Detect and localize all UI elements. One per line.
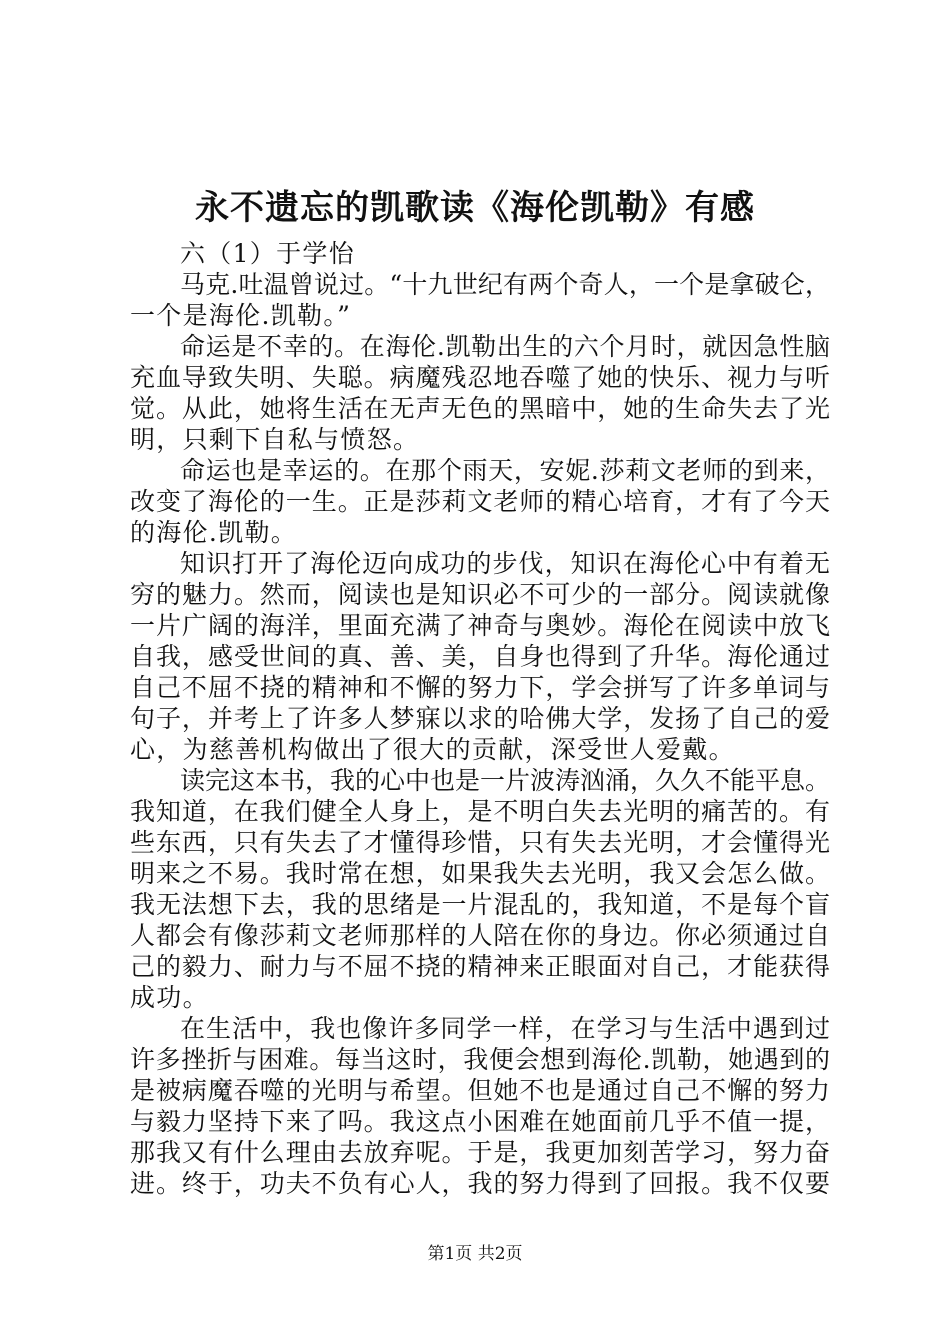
text-line: 是被病魔吞噬的光明与希望。但她不也是通过自己不懈的努力 <box>130 1076 830 1105</box>
text-line: 的海伦.凯勒。 <box>130 518 298 547</box>
text-line: 马克.吐温曾说过。“十九世纪有两个奇人，一个是拿破仑， <box>180 270 830 299</box>
text-line: 命运也是幸运的。在那个雨天，安妮.莎莉文老师的到来， <box>180 456 830 485</box>
text-line: 我知道，在我们健全人身上，是不明白失去光明的痛苦的。有 <box>130 797 830 826</box>
text-line: 自己不屈不挠的精神和不懈的努力下，学会拼写了许多单词与 <box>130 673 830 702</box>
text-line: 人都会有像莎莉文老师那样的人陪在你的身边。你必须通过自 <box>130 921 830 950</box>
text-line: 穷的魅力。然而，阅读也是知识必不可少的一部分。阅读就像 <box>130 580 830 609</box>
author-line: 六（1）于学怡 <box>180 239 356 268</box>
text-line: 命运是不幸的。在海伦.凯勒出生的六个月时，就因急性脑 <box>180 332 830 361</box>
text-line: 进。终于，功夫不负有心人，我的努力得到了回报。我不仅要 <box>130 1169 830 1198</box>
text-line: 一片广阔的海洋，里面充满了神奇与奥妙。海伦在阅读中放飞 <box>130 611 830 640</box>
text-line: 些东西，只有失去了才懂得珍惜，只有失去光明，才会懂得光 <box>130 828 830 857</box>
text-line: 己的毅力、耐力与不屈不挠的精神来正眼面对自己，才能获得 <box>130 952 830 981</box>
document-title: 永不遗忘的凯歌读《海伦凯勒》有感 <box>195 188 755 228</box>
text-line: 我无法想下去，我的思绪是一片混乱的，我知道，不是每个盲 <box>130 890 830 919</box>
text-line: 在生活中，我也像许多同学一样，在学习与生活中遇到过 <box>180 1014 830 1043</box>
text-line: 充血导致失明、失聪。病魔残忍地吞噬了她的快乐、视力与听 <box>130 363 830 392</box>
text-line: 那我又有什么理由去放弃呢。于是，我更加刻苦学习，努力奋 <box>130 1138 830 1167</box>
page-footer: 第1页 共2页 <box>427 1244 523 1264</box>
text-line: 知识打开了海伦迈向成功的步伐，知识在海伦心中有着无 <box>180 549 830 578</box>
text-line: 明，只剩下自私与愤怒。 <box>130 425 420 454</box>
text-line: 与毅力坚持下来了吗。我这点小困难在她面前几乎不值一提， <box>130 1107 830 1136</box>
document-body <box>130 238 830 1199</box>
text-line: 句子，并考上了许多人梦寐以求的哈佛大学，发扬了自己的爱 <box>130 704 830 733</box>
text-line: 一个是海伦.凯勒。” <box>130 301 352 330</box>
text-line: 心，为慈善机构做出了很大的贡献，深受世人爱戴。 <box>130 735 735 764</box>
text-line: 改变了海伦的一生。正是莎莉文老师的精心培育，才有了今天 <box>130 487 830 516</box>
text-line: 读完这本书，我的心中也是一片波涛汹涌，久久不能平息。 <box>180 766 831 795</box>
text-line: 成功。 <box>130 983 209 1012</box>
text-line: 许多挫折与困难。每当这时，我便会想到海伦.凯勒，她遇到的 <box>130 1045 830 1074</box>
text-line: 觉。从此，她将生活在无声无色的黑暗中，她的生命失去了光 <box>130 394 830 423</box>
text-line: 明来之不易。我时常在想，如果我失去光明，我又会怎么做。 <box>130 859 830 888</box>
text-line: 自我，感受世间的真、善、美，自身也得到了升华。海伦通过 <box>130 642 830 671</box>
